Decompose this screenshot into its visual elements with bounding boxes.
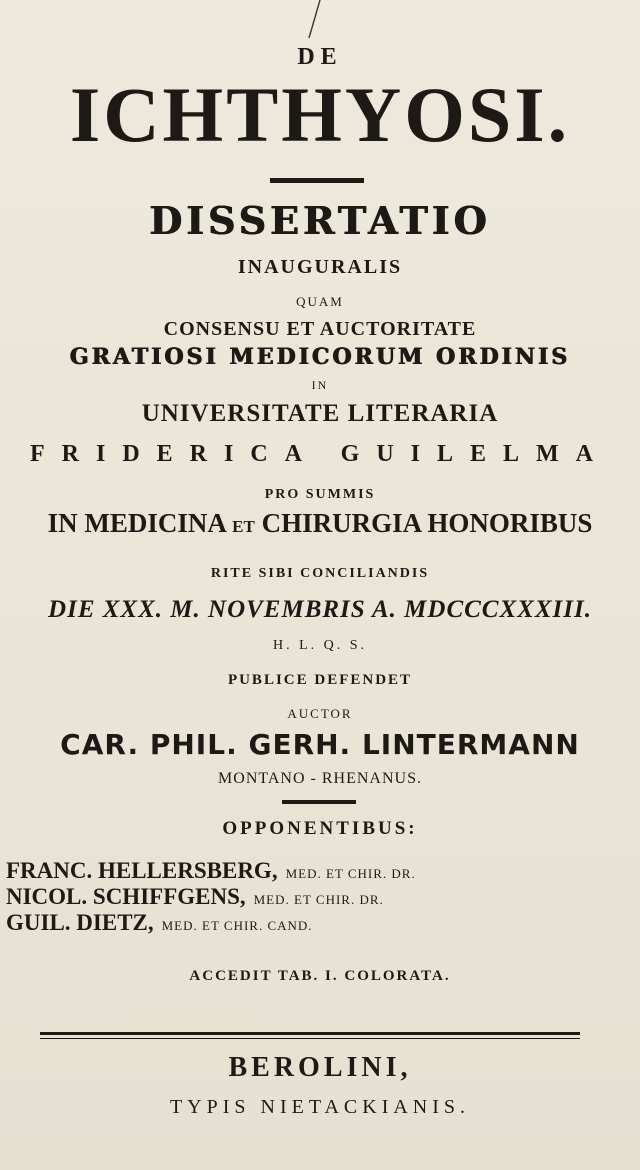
opponent-3 xyxy=(6,910,313,936)
auctor-line: AUCTOR xyxy=(287,706,353,721)
chirurgia-text: CHIRURGIA HONORIBUS xyxy=(261,508,593,538)
consensu-line: CONSENSU ET AUCTORITATE xyxy=(163,318,477,340)
title-rule xyxy=(270,178,364,183)
opponentibus-heading: OPPONENTIBUS: xyxy=(222,818,418,839)
pro-summis-line: PRO SUMMIS xyxy=(264,487,376,502)
hlqs-line: H. L. Q. S. xyxy=(272,638,368,653)
gratiosi-line: GRATIOSI MEDICORUM ORDINIS xyxy=(69,344,571,370)
author-name: CAR. PHIL. GERH. LINTERMANN xyxy=(60,728,580,761)
city-line: BEROLINI, xyxy=(228,1052,412,1083)
inauguralis-line: INAUGURALIS xyxy=(237,256,403,278)
opponent-2-degree: MED. ET CHIR. DR. xyxy=(253,892,384,907)
date-line: DIE XXX. M. NOVEMBRIS A. MDCCCXXXIII. xyxy=(48,596,592,623)
opponent-1 xyxy=(6,858,416,884)
opponent-2-name: NICOL. SCHIFFGENS, xyxy=(6,884,246,909)
author-origin: MONTANO - RHENANUS. xyxy=(218,770,422,787)
quam-line: QUAM xyxy=(296,294,344,309)
opponent-2 xyxy=(6,884,384,910)
typis-line: TYPIS NIETACKIANIS. xyxy=(169,1096,471,1118)
author-rule xyxy=(282,800,356,804)
ink-slash-mark xyxy=(305,0,325,40)
opponent-1-name: FRANC. HELLERSBERG, xyxy=(6,858,278,883)
opponent-3-degree: MED. ET CHIR. CAND. xyxy=(161,918,313,933)
opponent-1-degree: MED. ET CHIR. DR. xyxy=(285,866,416,881)
bottom-rule-thin xyxy=(40,1038,580,1039)
publice-line: PUBLICE DEFENDET xyxy=(227,672,413,688)
opponent-3-name: GUIL. DIETZ, xyxy=(6,910,154,935)
dissertatio-heading: DISSERTATIO xyxy=(149,198,491,243)
universitate-line: UNIVERSITATE LITERARIA xyxy=(141,400,499,427)
rite-line: RITE SIBI CONCILIANDIS xyxy=(210,566,430,581)
heading-de: DE xyxy=(297,44,343,70)
accedit-line: ACCEDIT TAB. I. COLORATA. xyxy=(189,968,451,984)
bottom-rule-thick xyxy=(40,1032,580,1035)
medicina-line xyxy=(0,508,640,539)
main-title: ICHTHYOSI. xyxy=(69,71,571,158)
in-line: IN xyxy=(311,378,329,392)
in-medicina-text: IN MEDICINA xyxy=(47,508,226,538)
et-text: ET xyxy=(232,517,255,536)
friderica-line: FRIDERICA GUILELMA xyxy=(29,441,611,467)
